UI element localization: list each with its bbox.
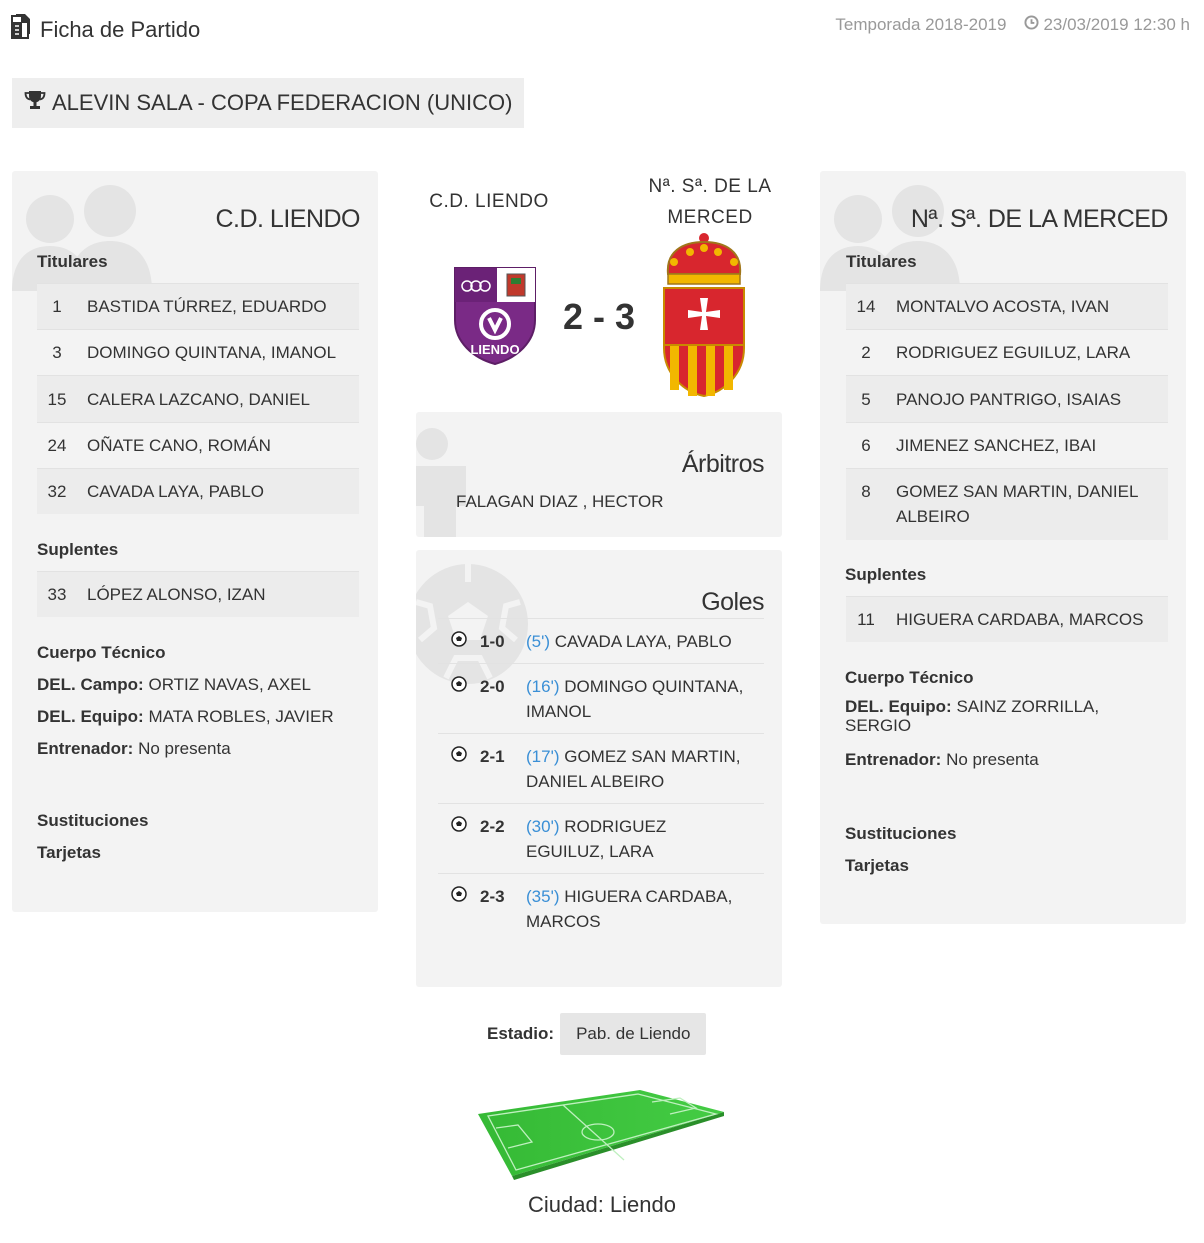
list-item[interactable]: 1 BASTIDA TÚRREZ, EDUARDO xyxy=(37,283,359,329)
away-team-panel xyxy=(820,171,1186,924)
staff-item: DEL. Equipo: SAINZ ZORRILLA, SERGIO xyxy=(845,697,1100,735)
goals-list xyxy=(438,618,764,943)
away-team-name: Nª. Sª. DE LA MERCED xyxy=(648,176,772,228)
away-starters-heading: Titulares xyxy=(846,252,917,271)
list-item[interactable]: 3 DOMINGO QUINTANA, IMANOL xyxy=(37,329,359,375)
list-item[interactable]: 32 CAVADA LAYA, PABLO xyxy=(37,468,359,514)
home-substitutions-heading: Sustituciones xyxy=(37,811,149,830)
svg-text:LIENDO: LIENDO xyxy=(470,342,520,357)
referees-title: Árbitros xyxy=(681,450,764,478)
soccer-ball-icon xyxy=(438,674,480,724)
datetime-text: 23/03/2019 12:30 h xyxy=(1043,15,1190,34)
users-icon xyxy=(12,181,152,296)
list-item[interactable]: 24 OÑATE CANO, ROMÁN xyxy=(37,422,359,468)
city-name: Liendo xyxy=(609,1192,676,1217)
home-team-panel xyxy=(12,171,378,912)
goal-item: 2-0 (16') DOMINGO QUINTANA, IMANOL xyxy=(438,663,764,733)
soccer-ball-icon xyxy=(438,884,480,934)
list-item[interactable]: 14 MONTALVO ACOSTA, IVAN xyxy=(846,283,1168,329)
goal-item: 2-1 (17') GOMEZ SAN MARTIN, DANIEL ALBEIRO xyxy=(438,733,764,803)
home-subs-list xyxy=(37,571,359,617)
list-item[interactable]: 15 CALERA LAZCANO, DANIEL xyxy=(37,375,359,422)
stadium-name[interactable]: Pab. de Liendo xyxy=(560,1013,706,1055)
home-cards-heading: Tarjetas xyxy=(37,843,101,862)
list-item[interactable]: 6 JIMENEZ SANCHEZ, IBAI xyxy=(846,422,1168,468)
referee-name: FALAGAN DIAZ , HECTOR xyxy=(456,492,664,511)
home-team-title: C.D. LIENDO xyxy=(215,205,360,233)
away-team-crest xyxy=(660,232,748,405)
list-item[interactable]: 2 RODRIGUEZ EGUILUZ, LARA xyxy=(846,329,1168,375)
home-team-name: C.D. LIENDO xyxy=(429,191,549,212)
soccer-ball-icon xyxy=(438,814,480,864)
home-subs-heading: Suplentes xyxy=(37,540,119,559)
stadium-info xyxy=(487,1013,706,1055)
season-label: Temporada 2018-2019 xyxy=(835,15,1007,34)
match-score: 2 - 3 xyxy=(562,296,636,337)
away-staff-heading: Cuerpo Técnico xyxy=(845,668,974,687)
page-title-text: Ficha de Partido xyxy=(40,17,201,42)
staff-item: DEL. Equipo: MATA ROBLES, JAVIER xyxy=(37,707,334,726)
list-item[interactable]: 8 GOMEZ SAN MARTIN, DANIEL ALBEIRO xyxy=(846,468,1168,540)
home-team-crest xyxy=(451,266,539,371)
home-starters-heading: Titulares xyxy=(37,252,108,271)
list-item[interactable]: 11 HIGUERA CARDABA, MARCOS xyxy=(846,596,1168,642)
goals-panel xyxy=(416,550,782,987)
away-substitutions-heading: Sustituciones xyxy=(845,824,957,843)
trophy-icon xyxy=(24,90,46,116)
away-starters-list xyxy=(846,283,1168,540)
page-header xyxy=(10,12,1190,44)
goal-item: 2-3 (35') HIGUERA CARDABA, MARCOS xyxy=(438,873,764,943)
referees-panel xyxy=(416,412,782,537)
staff-item: Entrenador: No presenta xyxy=(845,750,1039,769)
page-title xyxy=(10,14,200,46)
away-subs-list xyxy=(846,596,1168,642)
soccer-ball-icon xyxy=(438,744,480,794)
home-starters-list xyxy=(37,283,359,514)
soccer-ball-icon xyxy=(438,629,480,654)
goal-item: 2-2 (30') RODRIGUEZ EGUILUZ, LARA xyxy=(438,803,764,873)
away-subs-heading: Suplentes xyxy=(845,565,927,584)
document-icon xyxy=(10,14,34,46)
away-team-title: Nª. Sª. DE LA MERCED xyxy=(910,205,1168,233)
match-meta xyxy=(835,15,1190,35)
user-icon xyxy=(416,426,472,537)
pitch-icon xyxy=(476,1090,726,1185)
away-cards-heading: Tarjetas xyxy=(845,856,909,875)
home-staff-heading: Cuerpo Técnico xyxy=(37,643,166,662)
goals-title: Goles xyxy=(701,588,764,616)
competition-banner xyxy=(12,78,524,128)
list-item[interactable]: 33 LÓPEZ ALONSO, IZAN xyxy=(37,571,359,617)
users-icon xyxy=(820,181,960,296)
city-info xyxy=(0,1192,1204,1218)
goal-item: 1-0 (5') CAVADA LAYA, PABLO xyxy=(438,618,764,663)
staff-item: DEL. Campo: ORTIZ NAVAS, AXEL xyxy=(37,675,311,694)
staff-item: Entrenador: No presenta xyxy=(37,739,231,758)
stadium-label: Estadio: xyxy=(487,1024,555,1043)
list-item[interactable]: 5 PANOJO PANTRIGO, ISAIAS xyxy=(846,375,1168,422)
clock-icon xyxy=(1024,15,1039,35)
home-staff-list xyxy=(37,669,334,765)
city-label: Ciudad: xyxy=(528,1192,604,1217)
competition-name: ALEVIN SALA - COPA FEDERACION (UNICO) xyxy=(52,90,513,115)
match-datetime xyxy=(1024,15,1190,35)
away-staff-list xyxy=(845,697,1145,769)
